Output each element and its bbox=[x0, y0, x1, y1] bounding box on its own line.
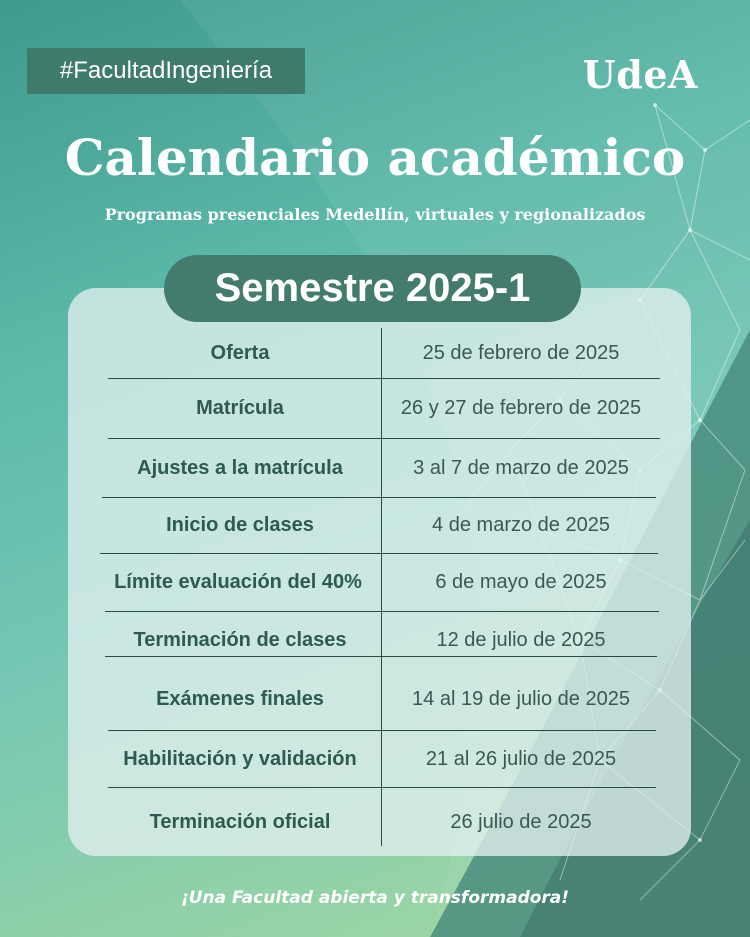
table-row-date: 21 al 26 julio de 2025 bbox=[425, 747, 617, 770]
footer-slogan: ¡Una Facultad abierta y transformadora! bbox=[180, 888, 570, 908]
table-row-date: 12 de julio de 2025 bbox=[436, 628, 606, 651]
page-title: Calendario académico bbox=[64, 128, 686, 187]
table-row-date: 4 de marzo de 2025 bbox=[432, 514, 610, 536]
table-row-date: 6 de mayo de 2025 bbox=[435, 571, 607, 593]
table-row-label: Límite evaluación del 40% bbox=[114, 571, 362, 593]
page-subtitle: Programas presenciales Medellín, virtuales y regionalizados bbox=[104, 205, 646, 224]
hashtag-label: #FacultadIngeniería bbox=[27, 48, 305, 94]
table-row-date: 26 y 27 de febrero de 2025 bbox=[400, 397, 642, 419]
table-row-date: 26 julio de 2025 bbox=[450, 810, 592, 833]
table-row-label: Oferta bbox=[210, 341, 270, 364]
table-row-label: Terminación de clases bbox=[133, 628, 347, 651]
semester-badge: Semestre 2025-1 bbox=[164, 255, 581, 322]
table-row-date: 3 al 7 de marzo de 2025 bbox=[413, 456, 629, 479]
table-row-date: 14 al 19 de julio de 2025 bbox=[412, 687, 630, 710]
table-row-label: Inicio de clases bbox=[166, 514, 314, 536]
table-row-label: Exámenes finales bbox=[156, 687, 324, 710]
table-row-label: Matrícula bbox=[196, 397, 284, 419]
table-row-date: 25 de febrero de 2025 bbox=[422, 341, 620, 364]
table-row-label: Ajustes a la matrícula bbox=[137, 456, 343, 479]
table-row-label: Terminación oficial bbox=[149, 810, 331, 833]
table-column-divider bbox=[381, 328, 382, 846]
table-row-label: Habilitación y validación bbox=[123, 747, 357, 770]
udea-logo: UdeA bbox=[582, 52, 698, 97]
